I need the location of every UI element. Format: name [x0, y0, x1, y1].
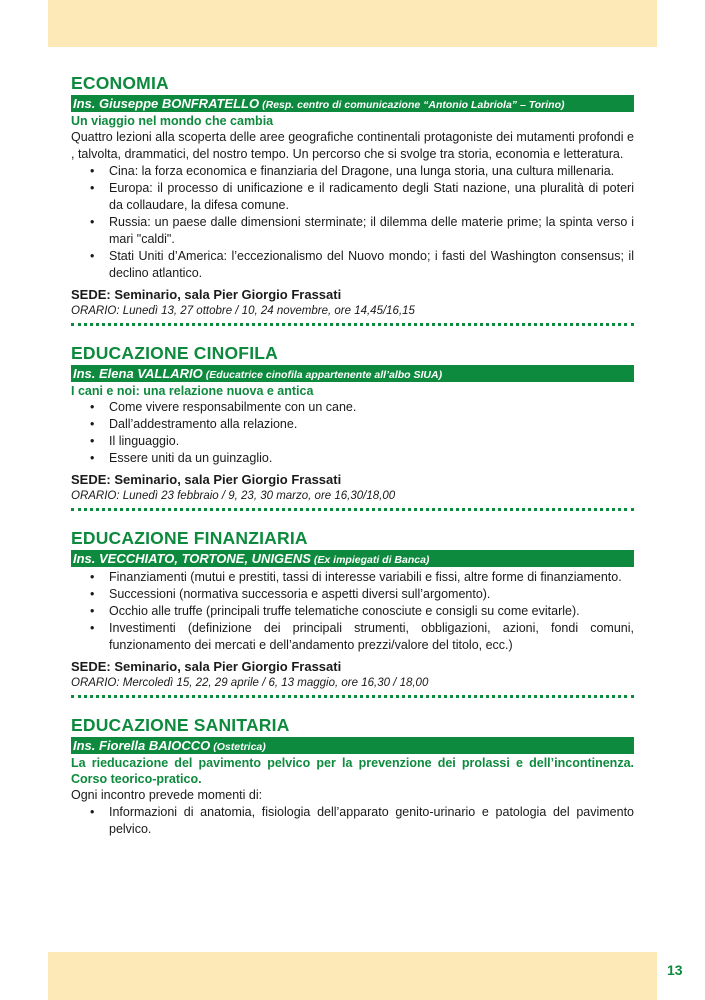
course-intro: Quattro lezioni alla scoperta delle aree geografiche continentali protagoniste dei mutamenti profondi e , talvolta, drammatici, del nostro tempo. Un percorso che si svolge tra storia, economia e letteratura.	[71, 130, 634, 161]
bullet-icon: •	[90, 621, 95, 635]
top-decorative-band	[48, 0, 657, 47]
instructor-bar	[71, 365, 634, 382]
schedule: ORARIO: Lunedì 13, 27 ottobre / 10, 24 novembre, ore 14,45/16,15	[71, 304, 634, 326]
list-item: • Russia: un paese dalle dimensioni sterminate; il dilemma delle materie prime; la spinta verso i mari "caldi".	[90, 215, 634, 246]
bullet-icon: •	[90, 604, 95, 618]
list-item: • Cina: la forza economica e finanziaria del Dragone, una lunga storia, una cultura millenaria.	[90, 164, 615, 178]
bullet-icon: •	[90, 587, 95, 601]
bullet-icon: •	[90, 451, 95, 465]
section-economia	[71, 72, 634, 326]
section-title: EDUCAZIONE SANITARIA	[71, 715, 290, 735]
schedule: ORARIO: Mercoledì 15, 22, 29 aprile / 6, 13 maggio, ore 16,30 / 18,00	[71, 676, 634, 698]
bullet-icon: •	[90, 215, 95, 229]
bullet-icon: •	[90, 164, 95, 178]
instructor-role: (Resp. centro di comunicazione “Antonio Labriola” – Torino)	[262, 99, 565, 111]
bullet-icon: •	[90, 400, 95, 414]
bullet-icon: •	[90, 417, 95, 431]
bullet-icon: •	[90, 181, 95, 195]
bullet-icon: •	[90, 570, 95, 584]
section-educazione-finanziaria	[71, 527, 634, 698]
course-subtitle: Un viaggio nel mondo che cambia	[71, 114, 274, 128]
topic-list	[71, 804, 634, 838]
course-subtitle: La rieducazione del pavimento pelvico per la prevenzione dei prolassi e dell’incontinenza. Corso teorico-pratico.	[71, 756, 634, 786]
page-number: 13	[667, 962, 683, 978]
course-subtitle: I cani e noi: una relazione nuova e antica	[71, 384, 314, 398]
list-item: • Investimenti (definizione dei principali strumenti, obbligazioni, azioni, fondi comuni, funzionamento dei mercati e dell’andamento prezzi/valore del titolo, ecc.)	[90, 621, 634, 652]
section-title: EDUCAZIONE CINOFILA	[71, 343, 278, 363]
bullet-icon: •	[90, 249, 95, 263]
instructor-name: Ins. Fiorella BAIOCCO	[73, 738, 211, 753]
instructor-role: (Ex impiegati di Banca)	[313, 554, 430, 566]
list-item: • Stati Uniti d’America: l’eccezionalismo del Nuovo mondo; i fasti del Washington consensus; il declino atlantico.	[90, 249, 634, 280]
schedule: ORARIO: Lunedì 23 febbraio / 9, 23, 30 marzo, ore 16,30/18,00	[71, 489, 634, 511]
instructor-role: (Ostetrica)	[213, 741, 266, 753]
instructor-name: Ins. VECCHIATO, TORTONE, UNIGENS	[73, 551, 311, 566]
section-educazione-cinofila	[71, 342, 634, 511]
venue: SEDE: Seminario, sala Pier Giorgio Frassati	[71, 659, 342, 674]
list-item: • Informazioni di anatomia, fisiologia dell’apparato genito-urinario e patologia del pavimento pelvico.	[90, 805, 634, 836]
list-item: • Essere uniti da un guinzaglio.	[90, 451, 273, 465]
topic-list	[71, 569, 634, 654]
instructor-role: (Educatrice cinofila appartenente all’albo SIUA)	[205, 369, 443, 381]
venue: SEDE: Seminario, sala Pier Giorgio Frassati	[71, 472, 342, 487]
list-item: • Come vivere responsabilmente con un cane.	[90, 400, 357, 414]
list-item: • Successioni (normativa successoria e aspetti diversi sull’argomento).	[90, 587, 491, 601]
course-list	[71, 72, 634, 854]
list-item: • Dall’addestramento alla relazione.	[90, 417, 298, 431]
instructor-bar	[71, 95, 634, 112]
section-educazione-sanitaria	[71, 714, 634, 838]
list-item: • Il linguaggio.	[90, 434, 180, 448]
bullet-icon: •	[90, 434, 95, 448]
topic-list	[71, 163, 634, 282]
venue: SEDE: Seminario, sala Pier Giorgio Frassati	[71, 287, 342, 302]
section-title: ECONOMIA	[71, 73, 169, 93]
bullet-icon: •	[90, 805, 95, 819]
course-intro: Ogni incontro prevede momenti di:	[71, 788, 263, 802]
instructor-name: Ins. Elena VALLARIO	[73, 366, 203, 381]
list-item: • Finanziamenti (mutui e prestiti, tassi di interesse variabili e fissi, altre forme di finanziamento.	[90, 570, 622, 584]
list-item: • Occhio alle truffe (principali truffe telematiche conosciute e consigli su come evitarle).	[90, 604, 580, 618]
instructor-bar	[71, 550, 634, 567]
bottom-decorative-band	[48, 952, 657, 1000]
instructor-bar	[71, 737, 634, 754]
list-item: • Europa: il processo di unificazione e il radicamento degli Stati nazione, una pluralità di poteri da collaudare, la difesa comune.	[90, 181, 634, 212]
section-title: EDUCAZIONE FINANZIARIA	[71, 528, 308, 548]
instructor-name: Ins. Giuseppe BONFRATELLO	[73, 96, 260, 111]
topic-list	[71, 399, 634, 467]
